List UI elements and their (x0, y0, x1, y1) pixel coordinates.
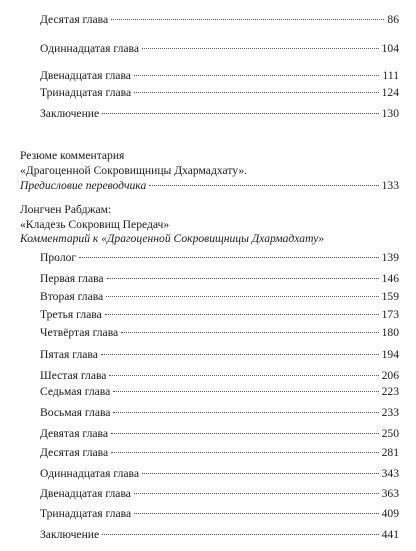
dot-leader (113, 412, 378, 413)
toc-entry-page: 104 (381, 42, 399, 55)
dot-leader (111, 19, 384, 20)
toc-entry (40, 487, 399, 501)
toc-entry-title: Десятая глава (40, 446, 109, 459)
toc-entry (40, 446, 399, 460)
toc-entry-title: Вторая глава (40, 290, 104, 303)
toc-entry (40, 69, 399, 83)
dot-leader (102, 534, 378, 535)
toc-entry-page: 111 (382, 69, 399, 82)
dot-leader (134, 92, 379, 93)
dot-leader (102, 113, 378, 114)
toc-entry (40, 369, 399, 383)
toc-entry-title: Пятая глава (40, 348, 98, 361)
toc-entry-title: Двенадцатая глава (40, 69, 131, 82)
toc-entry (40, 385, 399, 399)
dot-leader (107, 278, 379, 279)
toc-entry (40, 272, 399, 286)
toc-entry-page: 86 (387, 13, 399, 26)
toc-entry-page: 159 (381, 290, 399, 303)
dot-leader (142, 473, 379, 474)
toc-entry-page: 124 (381, 86, 399, 99)
toc-entry-page: 133 (381, 179, 399, 192)
dot-leader (134, 493, 379, 494)
toc-entry-page: 250 (381, 427, 399, 440)
dot-leader (111, 433, 379, 434)
toc-entry (40, 290, 399, 304)
section-heading: Лонгчен Рабджам: (20, 203, 112, 216)
toc-entry-page: 173 (381, 308, 399, 321)
dot-leader (106, 296, 378, 297)
section-subheading: Комментарий к «Драгоценной Сокровищницы Дхармадхату» (20, 232, 325, 245)
toc-entry (40, 467, 399, 481)
toc-entry-page: 441 (381, 528, 399, 541)
dot-leader (101, 354, 379, 355)
toc-entry-page: 130 (381, 107, 399, 120)
toc-entry-page: 146 (381, 272, 399, 285)
dot-leader (149, 185, 378, 186)
toc-entry-title: Тринадцатая глава (40, 86, 132, 99)
toc-entry-title: Заключение (40, 528, 100, 541)
dot-leader (134, 75, 380, 76)
toc-entry-title: Заключение (40, 107, 100, 120)
toc-entry (40, 251, 399, 265)
section-heading: Резюме комментария (20, 149, 125, 162)
dot-leader (142, 48, 379, 49)
toc-entry (20, 179, 399, 193)
toc-entry (40, 13, 399, 27)
toc-entry-title: Одиннадцатая глава (40, 42, 139, 55)
toc-entry-page: 233 (381, 406, 399, 419)
toc-entry (40, 107, 399, 121)
dot-leader (79, 257, 378, 258)
dot-leader (113, 391, 378, 392)
toc-entry-title: Пролог (40, 251, 77, 264)
toc-entry (40, 348, 399, 362)
dot-leader (105, 314, 379, 315)
toc-entry-page: 343 (381, 467, 399, 480)
dot-leader (121, 332, 378, 333)
toc-entry-page: 206 (381, 369, 399, 382)
toc-entry-title: Четвёртая глава (40, 326, 119, 339)
toc-entry (40, 507, 399, 521)
section-heading: «Кладезь Сокровищ Передач» (20, 218, 170, 231)
toc-entry-page: 281 (381, 446, 399, 459)
toc-entry (40, 528, 399, 542)
toc-entry-title: Первая глава (40, 272, 104, 285)
toc-entry-page: 180 (381, 326, 399, 339)
toc-entry (40, 406, 399, 420)
toc-entry-title: Шестая глава (40, 369, 107, 382)
toc-entry-page: 223 (381, 385, 399, 398)
toc-entry-title: Предисловие переводчика (20, 179, 147, 192)
toc-entry (40, 326, 399, 340)
toc-entry-title: Двенадцатая глава (40, 487, 131, 500)
toc-entry (40, 86, 399, 100)
toc-entry-title: Одиннадцатая глава (40, 467, 139, 480)
dot-leader (109, 375, 378, 376)
toc-entry-title: Восьмая глава (40, 406, 111, 419)
toc-entry-title: Десятая глава (40, 13, 109, 26)
toc-entry-page: 194 (381, 348, 399, 361)
toc-entry (40, 427, 399, 441)
toc-entry-title: Тринадцатая глава (40, 507, 132, 520)
toc-entry-title: Третья глава (40, 308, 102, 321)
section-heading: «Драгоценной Сокровищницы Дхармадхату». (20, 164, 248, 177)
toc-entry-page: 139 (381, 251, 399, 264)
dot-leader (134, 513, 379, 514)
toc-entry-page: 363 (381, 487, 399, 500)
toc-entry-page: 409 (381, 507, 399, 520)
toc-entry (40, 42, 399, 56)
toc-entry (40, 308, 399, 322)
toc-entry-title: Девятая глава (40, 427, 108, 440)
toc-entry-title: Седьмая глава (40, 385, 111, 398)
dot-leader (111, 452, 378, 453)
